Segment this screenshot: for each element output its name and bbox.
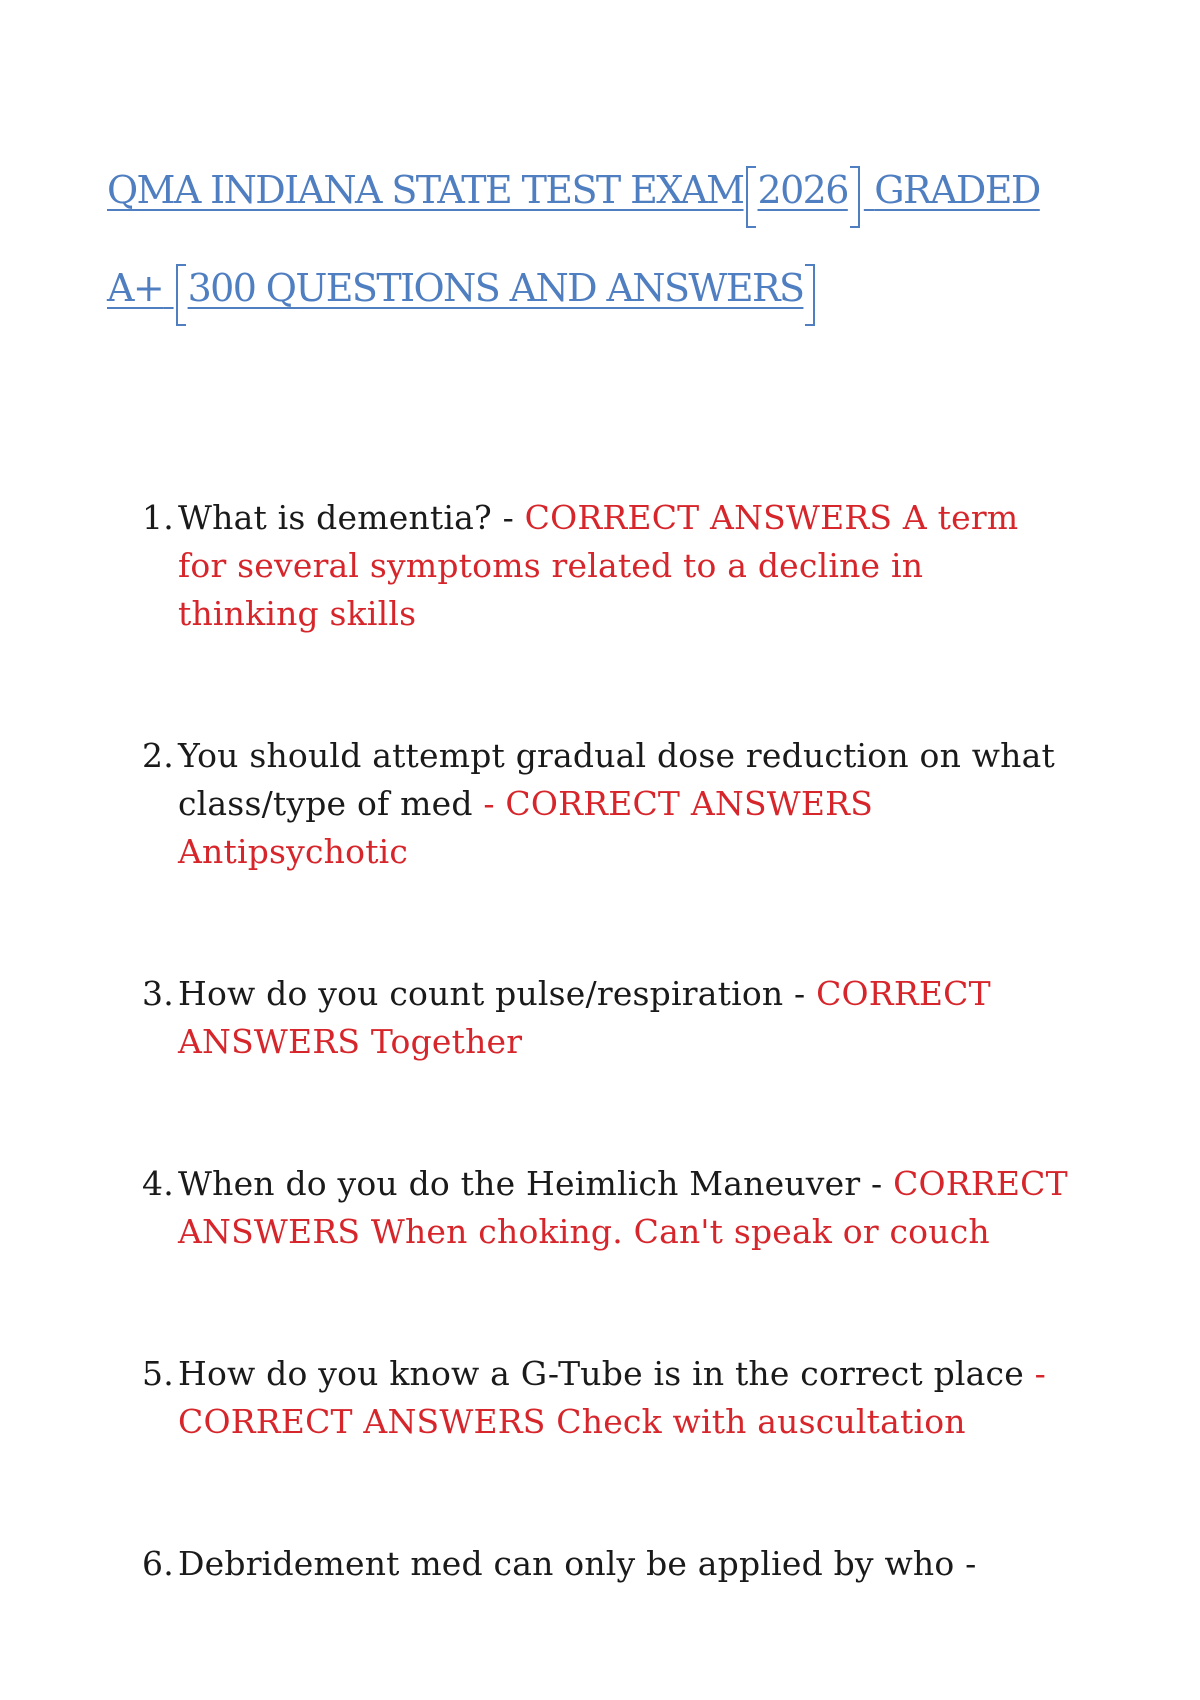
question-text: How do you know a G-Tube is in the correct place xyxy=(178,1354,1035,1393)
question-number: 2. xyxy=(142,736,174,775)
answer-text: CORRECT ANSWERS A term for several symptoms related to a decline in thinking skills xyxy=(178,498,1019,633)
title-bracket-close xyxy=(850,166,860,228)
list-item xyxy=(142,732,1072,876)
question-text: What is dementia? - xyxy=(178,498,525,537)
title-bracket-open xyxy=(746,166,756,228)
list-item xyxy=(142,970,1072,1066)
answer-text: CORRECT ANSWERS When choking. Can't speak or couch xyxy=(178,1164,1068,1251)
title-grade: GRADED xyxy=(874,168,1040,212)
question-number: 1. xyxy=(142,498,174,537)
title-bracket-open-2 xyxy=(176,264,186,326)
question-number: 3. xyxy=(142,974,174,1013)
title-line-2 xyxy=(107,266,1107,364)
list-item xyxy=(142,494,1072,638)
question-number: 6. xyxy=(142,1544,174,1583)
question-text: Debridement med can only be applied by who - xyxy=(178,1544,977,1583)
question-text: When do you do the Heimlich Maneuver - xyxy=(178,1164,894,1203)
question-list xyxy=(142,494,1072,1588)
list-item xyxy=(142,1350,1072,1446)
question-number: 4. xyxy=(142,1164,174,1203)
title-year: 2026 xyxy=(757,168,848,212)
question-text: How do you count pulse/respiration - xyxy=(178,974,817,1013)
question-text: You should attempt gradual dose reduction on what class/type of med xyxy=(178,736,1055,823)
list-item xyxy=(142,1160,1072,1256)
answer-text: - CORRECT ANSWERS Check with auscultation xyxy=(178,1354,1046,1441)
list-item xyxy=(142,1540,1072,1588)
answer-text: CORRECT ANSWERS Together xyxy=(178,974,991,1061)
title-bracket-close-2 xyxy=(805,264,815,326)
question-number: 5. xyxy=(142,1354,174,1393)
title-line-1 xyxy=(107,168,1107,266)
answer-text: - CORRECT ANSWERS Antipsychotic xyxy=(178,784,874,871)
title-text: QMA INDIANA STATE TEST EXAM xyxy=(107,168,744,212)
document-title xyxy=(107,168,1107,364)
title-grade-mark: A+ xyxy=(107,266,164,310)
title-count: 300 QUESTIONS AND ANSWERS xyxy=(187,266,804,310)
